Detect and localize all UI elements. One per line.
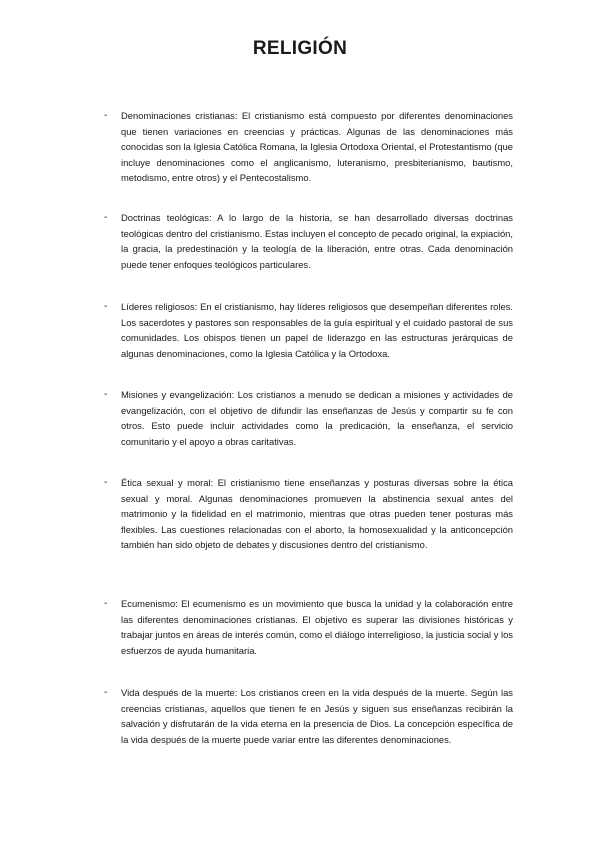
item-text: Doctrinas teológicas: A lo largo de la historia, se han desarrollado diversas doctrinas teológicas dentro del cristianismo. Estas incluyen el concepto de pecado original, la expiación, la gracia, la predestinación y la teología de la liberación, entre otras. Cada denominación puede tener enfoques teológicos particulares. (121, 212, 513, 270)
bullet-dash: - (104, 212, 108, 223)
page-title: RELIGIÓN (252, 38, 348, 59)
bullet-dash: - (104, 598, 108, 609)
item-text: Líderes religiosos: En el cristianismo, hay líderes religiosos que desempeñan diferentes roles. Los sacerdotes y pastores son responsables de la guía espiritual y el cuidado pastoral de sus comunidades. Los obispos tienen un papel de liderazgo en las estructuras jerárquicas de algunas denominaciones, como la Iglesia Católica y la Ortodoxa. (121, 301, 513, 359)
item-text: Misiones y evangelización: Los cristianos a menudo se dedican a misiones y actividades de evangelización, con el objetivo de difundir las enseñanzas de Jesús y compartir su fe con otros. Esto puede incluir actividades como la predicación, la enseñanza, el servicio comunitario y el apoyo a obras caritativas. (121, 389, 513, 447)
bullet-dash: - (104, 687, 108, 698)
item-text: Vida después de la muerte: Los cristianos creen en la vida después de la muerte. Según las creencias cristianas, aquellos que tienen fe en Jesús y siguen sus enseñanzas recibirán la salvación y disfrutarán de la vida eterna en la presencia de Dios. La concepción específica de la vida después de la muerte puede variar entre las diferentes denominaciones. (121, 687, 513, 745)
item-text: Ética sexual y moral: El cristianismo tiene enseñanzas y posturas diversas sobre la ética sexual y moral. Algunas denominaciones promueven la abstinencia sexual antes del matrimonio y la fidelidad en el matrimonio, mientras que otras pueden tener posturas más flexibles. Las cuestiones relacionadas con el aborto, la homosexualidad y la anticoncepción también han sido objeto de debates y discusiones dentro del cristianismo. (121, 477, 513, 551)
bullet-dash: - (104, 389, 108, 400)
bullet-dash: - (104, 301, 108, 312)
item-text: Denominaciones cristianas: El cristianismo está compuesto por diferentes denominaciones que tienen variaciones en creencias y prácticas. Algunas de las denominaciones más conocidas son la Iglesia Católica Romana, la Iglesia Ortodoxa Oriental, el Protestantismo (que incluye denominaciones como el anglicanismo, luteranismo, presbiterianismo, bautismo, metodismo, entre otros) y el Pentecostalismo. (121, 110, 513, 184)
item-text: Ecumenismo: El ecumenismo es un movimiento que busca la unidad y la colaboración entre las diferentes denominaciones cristianas. El objetivo es superar las divisiones históricas y trabajar juntos en áreas de interés común, como el diálogo interreligioso, la justicia social y los esfuerzos de ayuda humanitaria. (121, 598, 513, 656)
bullet-dash: - (104, 110, 108, 121)
bullet-dash: - (104, 477, 108, 488)
